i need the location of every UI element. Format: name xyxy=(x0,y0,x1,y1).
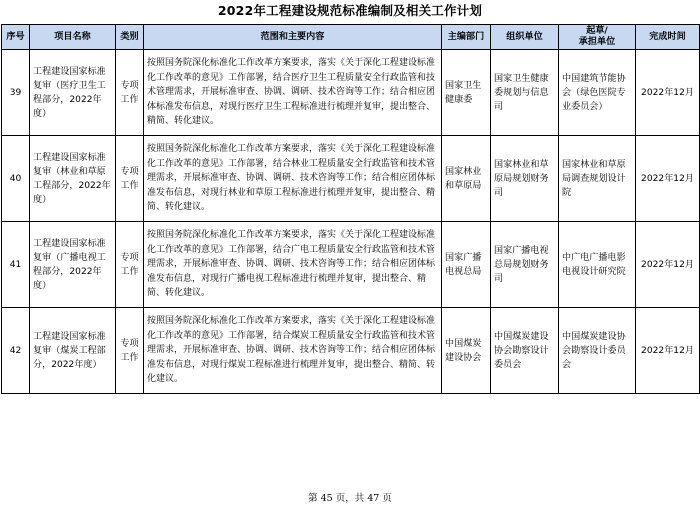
row-org: 国家卫生健康委规划与信息司 xyxy=(491,50,559,136)
row-dept: 中国煤炭建设协会 xyxy=(442,308,491,394)
row-no: 40 xyxy=(2,136,30,222)
header-name: 项目名称 xyxy=(30,25,116,50)
work-plan-table xyxy=(1,24,700,394)
row-org: 中国煤炭建设协会勘察设计委员会 xyxy=(491,308,559,394)
row-no: 42 xyxy=(2,308,30,394)
document-title: 2022年工程建设规范标准编制及相关工作计划 xyxy=(217,3,483,18)
row-scope: 按照国务院深化标准化工作改革方案要求，落实《关于深化工程建设标准化工作改革的意见》工作部署，结合林业工程质量安全行政监管和技术管理需求，开展标准审查、协调、调研、技术咨询等工作；结合相应团体标准发布信息，对现行林业和草原工程标准进行梳理并复审，提出整合、精简、转化建议。 xyxy=(144,136,442,222)
header-org: 组织单位 xyxy=(491,25,559,50)
row-org: 国家林业和草原局规划财务司 xyxy=(491,136,559,222)
row-drafter: 中广电广播电影电视设计研究院 xyxy=(559,222,636,308)
row-name: 工程建设国家标准复审（医疗卫生工程部分，2022年度） xyxy=(30,50,116,136)
row-dept: 国家卫生健康委 xyxy=(442,50,491,136)
row-no: 41 xyxy=(2,222,30,308)
table-row xyxy=(2,50,700,136)
table-row xyxy=(2,136,700,222)
row-name: 工程建设国家标准复审（广播电视工程部分，2022年度） xyxy=(30,222,116,308)
header-drafter-line1: 起草/ xyxy=(586,26,608,36)
header-drafter-line2: 承担单位 xyxy=(578,37,616,47)
header-type: 类别 xyxy=(116,25,144,50)
page-number-footer: 第 45 页，共 47 页 xyxy=(308,493,392,504)
row-dept: 国家广播电视总局 xyxy=(442,222,491,308)
row-name: 工程建设国家标准复审（煤炭工程部分，2022年度） xyxy=(30,308,116,394)
row-name: 工程建设国家标准复审（林业和草原工程部分，2022年度） xyxy=(30,136,116,222)
row-dept: 国家林业和草原局 xyxy=(442,136,491,222)
row-time: 2022年12月 xyxy=(636,50,700,136)
row-scope: 按照国务院深化标准化工作改革方案要求，落实《关于深化工程建设标准化工作改革的意见》工作部署，结合广电工程质量安全行政监管和技术管理需求，开展标准审查、协调、调研、技术咨询等工作；结合相应团体标准发布信息，对现行广播电视工程标准进行梳理并复审，提出整合、精简、转化建议。 xyxy=(144,222,442,308)
row-scope: 按照国务院深化标准化工作改革方案要求，落实《关于深化工程建设标准化工作改革的意见》工作部署，结合煤炭工程质量安全行政监管和技术管理需求，开展标准审查、协调、调研、技术咨询等工作；结合相应团体标准发布信息，对现行煤炭工程标准进行梳理并复审，提出整合、精简、转化建议。 xyxy=(144,308,442,394)
header-no: 序号 xyxy=(2,25,30,50)
header-dept: 主编部门 xyxy=(442,25,491,50)
header-time: 完成时间 xyxy=(636,25,700,50)
header-drafter xyxy=(559,25,636,50)
row-drafter: 中国煤炭建设协会勘察设计委员会 xyxy=(559,308,636,394)
table-row xyxy=(2,308,700,394)
row-type: 专项工作 xyxy=(116,136,144,222)
header-scope: 范围和主要内容 xyxy=(144,25,442,50)
row-scope: 按照国务院深化标准化工作改革方案要求，落实《关于深化工程建设标准化工作改革的意见》工作部署，结合医疗卫生工程质量安全行政监管和技术管理需求，开展标准审查、协调、调研、技术咨询等工作；结合相应团体标准发布信息，对现行医疗卫生工程标准进行梳理并复审，提出整合、精简、转化建议。 xyxy=(144,50,442,136)
table-header-row xyxy=(2,25,700,50)
row-drafter: 中国建筑节能协会（绿色医院专业委员会） xyxy=(559,50,636,136)
row-time: 2022年12月 xyxy=(636,222,700,308)
row-time: 2022年12月 xyxy=(636,136,700,222)
row-no: 39 xyxy=(2,50,30,136)
row-type: 专项工作 xyxy=(116,50,144,136)
table-row xyxy=(2,222,700,308)
row-org: 国家广播电视总局规划财务司 xyxy=(491,222,559,308)
row-time: 2022年12月 xyxy=(636,308,700,394)
row-type: 专项工作 xyxy=(116,222,144,308)
row-drafter: 国家林业和草原局调查规划设计院 xyxy=(559,136,636,222)
row-type: 专项工作 xyxy=(116,308,144,394)
